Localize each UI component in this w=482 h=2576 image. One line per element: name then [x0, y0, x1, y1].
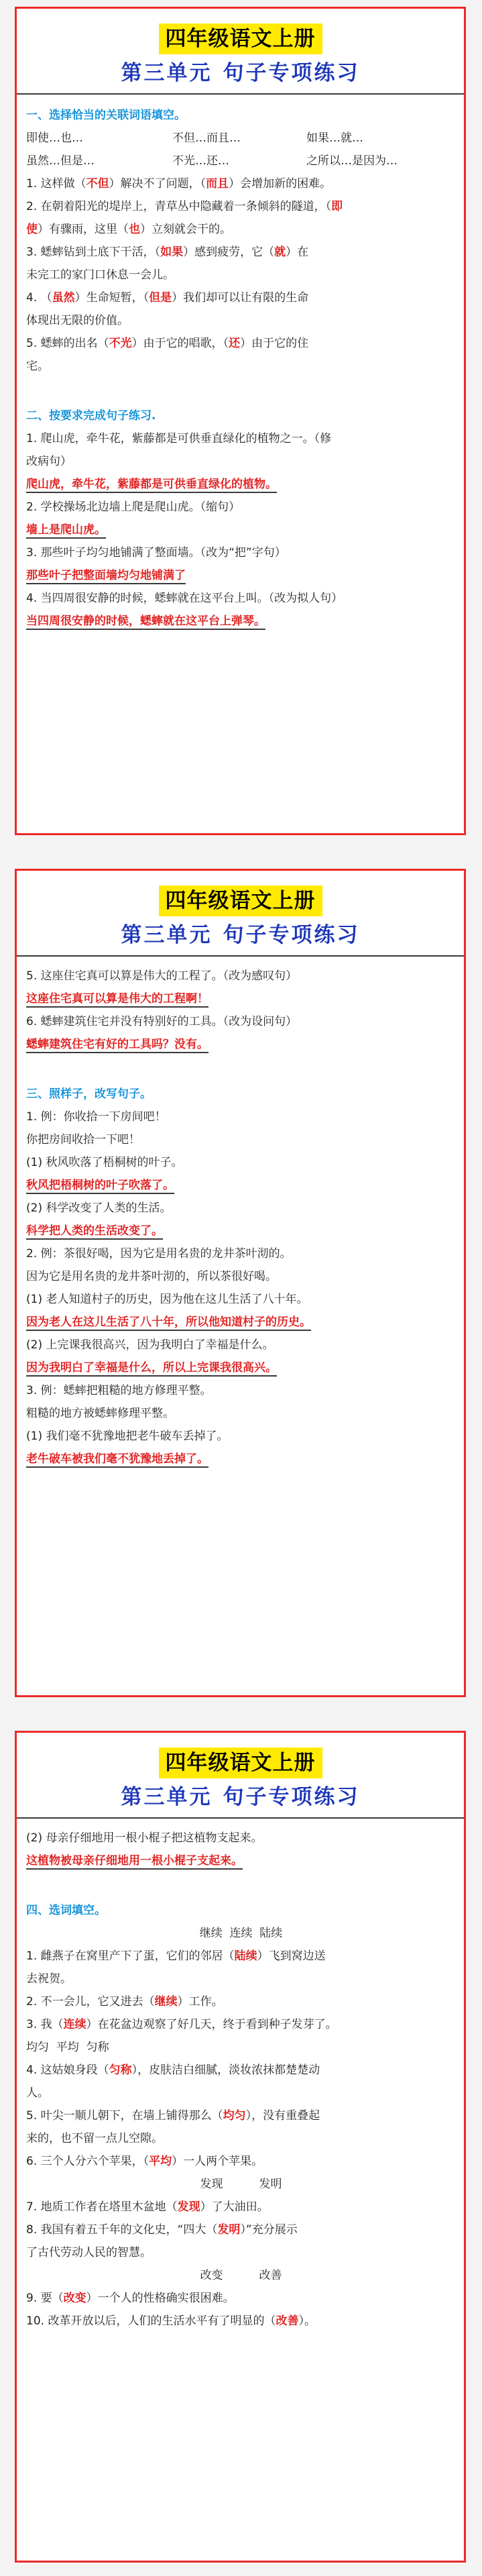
conjunction-option: 即使…也… [26, 131, 83, 145]
answer: 不但 [86, 177, 109, 191]
answer-line: 因为老人在这儿生活了八十年，所以他知道村子的历史。 [26, 1311, 456, 1334]
page-title: 四年级语文上册 [159, 885, 322, 916]
question: 7. 地质工作者在塔里木盆地（发现）了大油田。 [26, 2200, 269, 2214]
answer: 均匀 [223, 2109, 246, 2123]
question-continued: 了古代劳动人民的智慧。 [26, 2246, 152, 2259]
question: 4. 当四周很安静的时候，蟋蟀就在这平台上叫。（改为拟人句） [26, 592, 343, 605]
question: 1. 这样做（不但）解决不了问题，（而且）会增加新的困难。 [26, 177, 332, 191]
answer: 继续 [154, 1995, 178, 2008]
topic-label: 句子专项练习 [223, 923, 360, 947]
worksheet-page-2 [15, 869, 466, 1697]
answer: 就 [274, 246, 286, 259]
section-heading: 一、选择恰当的关联词语填空。 [26, 109, 186, 122]
word-options: 改变 改善 [200, 2269, 282, 2282]
page-subtitle [17, 60, 464, 87]
question: 6. 蟋蟀建筑住宅并没有特别好的工具。（改为设问句） [26, 1015, 298, 1028]
answer-line: 科学把人类的生活改变了。 [26, 1220, 456, 1242]
question-continued: 来的，也不留一点儿空隙。 [26, 2132, 163, 2145]
question-continued: 体现出无限的价值。 [26, 314, 129, 327]
question-continued: 宅。 [26, 360, 49, 373]
question: 2. 在朝着阳光的堤岸上，青草丛中隐藏着一条倾斜的隧道，（即 [26, 200, 343, 213]
unit-label: 第三单元 [121, 61, 213, 85]
conjunction-option: 不光…还… [172, 154, 229, 168]
answer: 也 [129, 223, 140, 236]
answer: 不光 [109, 337, 132, 350]
worksheet-page-1 [15, 7, 466, 835]
answer-line: 蟋蟀建筑住宅有好的工具吗？没有。 [26, 1033, 456, 1056]
answer-line: 这座住宅真可以算是伟大的工程啊！ [26, 987, 456, 1010]
page-header [17, 1733, 464, 1811]
page-title: 四年级语文上册 [159, 1748, 322, 1778]
page-subtitle [17, 922, 464, 949]
question: 9. 要（改变）一个人的性格确实很困难。 [26, 2292, 235, 2305]
conjunction-option: 不但…而且… [172, 131, 241, 145]
worksheet-page-3 [15, 1731, 466, 2563]
question: 4. （虽然）生命短暂，（但是）我们却可以让有限的生命 [26, 291, 309, 305]
example: 1. 例：你收拾一下房间吧！ [26, 1110, 166, 1124]
question-continued: 人。 [26, 2086, 49, 2100]
unit-label: 第三单元 [121, 1785, 213, 1809]
example: 粗糙的地方被蟋蟀修理平整。 [26, 1407, 174, 1420]
answer: 改善 [276, 2314, 299, 2328]
example: 因为它是用名贵的龙井茶叶沏的，所以茶很好喝。 [26, 1270, 277, 1283]
question: (1) 秋风吹落了梧桐树的叶子。 [26, 1156, 183, 1169]
page-header [17, 9, 464, 87]
answer: 连续 [63, 2018, 86, 2031]
answer-line: 爬山虎，牵牛花，紫藤都是可供垂直绿化的植物。 [26, 473, 456, 496]
answer-line: 因为我明白了幸福是什么，所以上完课我很高兴。 [26, 1356, 456, 1379]
question: 3. 我（连续）在花盆边观察了好几天，终于看到种子发芽了。 [26, 2018, 337, 2031]
answer: 发现 [177, 2200, 200, 2214]
answer: 发明 [217, 2223, 241, 2237]
question: 6. 三个人分六个苹果，（平均）一人两个苹果。 [26, 2155, 263, 2168]
page-subtitle [17, 1784, 464, 1811]
example: 2. 例：茶很好喝，因为它是用名贵的龙井茶叶沏的。 [26, 1247, 292, 1260]
question-continued: 未完工的家门口休息一会儿。 [26, 268, 174, 282]
question: 5. 这座住宅真可以算是伟大的工程了。（改为感叹句） [26, 969, 298, 983]
question: 3. 那些叶子均匀地铺满了整面墙。（改为“把”字句） [26, 546, 286, 559]
question: 4. 这姑娘身段（匀称），皮肤洁白细腻，淡妆浓抹都楚楚动 [26, 2063, 320, 2077]
answer-line: 墙上是爬山虎。 [26, 519, 456, 541]
question-continued: 去祝贺。 [26, 1972, 72, 1986]
topic-label: 句子专项练习 [223, 1785, 360, 1809]
conjunction-row [26, 127, 456, 150]
section-heading: 二、按要求完成句子练习. [26, 409, 156, 423]
topic-label: 句子专项练习 [223, 61, 360, 85]
answer: 改变 [63, 2292, 86, 2305]
answer: 使 [26, 223, 38, 236]
word-options: 均匀 平均 匀称 [26, 2041, 109, 2054]
answer: 还 [229, 337, 241, 350]
word-options: 发现 发明 [200, 2178, 282, 2191]
answer-line: 老牛破车被我们毫不犹豫地丢掉了。 [26, 1448, 456, 1470]
conjunction-option: 虽然…但是… [26, 154, 95, 168]
section-heading: 四、选词填空。 [26, 1904, 106, 1917]
question: 2. 学校操场北边墙上爬是爬山虎。（缩句） [26, 500, 241, 514]
question: (1) 我们毫不犹豫地把老牛破车丢掉了。 [26, 1430, 229, 1443]
question: (2) 上完课我很高兴，因为我明白了幸福是什么。 [26, 1338, 274, 1352]
answer: 但是 [149, 291, 172, 305]
answer: 即 [331, 200, 343, 213]
question-continued: 改病句） [26, 455, 72, 468]
question: 1. 雌燕子在窝里产下了蛋，它们的邻居（陆续）飞到窝边送 [26, 1949, 326, 1963]
question: (2) 科学改变了人类的生活。 [26, 1201, 172, 1215]
answer-line: 当四周很安静的时候，蟋蟀就在这平台上弹琴。 [26, 610, 456, 633]
question: 8. 我国有着五千年的文化史，“四大（发明）”充分展示 [26, 2223, 298, 2237]
question: 10. 改革开放以后，人们的生活水平有了明显的（改善）。 [26, 2314, 316, 2328]
answer: 平均 [149, 2155, 172, 2168]
page-header [17, 871, 464, 949]
answer-line: 秋风把梧桐树的叶子吹落了。 [26, 1174, 456, 1197]
example: 你把房间收拾一下吧！ [26, 1133, 140, 1146]
example: 3. 例：蟋蟀把粗糙的地方修理平整。 [26, 1384, 212, 1397]
question: 5. 蟋蟀的出名（不光）由于它的唱歌，（还）由于它的住 [26, 337, 309, 350]
question-continued: 使）有骤雨，这里（也）立刻就会干的。 [26, 223, 231, 236]
question: 5. 叶尖一顺儿朝下，在墙上铺得那么（均匀），没有重叠起 [26, 2109, 320, 2123]
question: 1. 爬山虎，牵牛花，紫藤都是可供垂直绿化的植物之一。（修 [26, 432, 332, 445]
question: (1) 老人知道村子的历史，因为他在这儿生活了八十年。 [26, 1293, 308, 1306]
question: 2. 不一会儿，它又进去（继续）工作。 [26, 1995, 223, 2008]
section-heading: 三、照样子，改写句子。 [26, 1087, 152, 1101]
answer: 如果 [160, 246, 184, 259]
answer-line: 那些叶子把整面墙均匀地铺满了 [26, 564, 456, 587]
question: (2) 母亲仔细地用一根小棍子把这植物支起来。 [26, 1831, 263, 1845]
question: 3. 蟋蟀钻到土底下干活，（如果）感到疲劳，它（就）在 [26, 246, 309, 259]
conjunction-option: 之所以…是因为… [306, 154, 398, 168]
answer-line: 这植物被母亲仔细地用一根小棍子支起来。 [26, 1849, 456, 1872]
word-options: 继续 连续 陆续 [199, 1927, 283, 1940]
conjunction-option: 如果…就… [306, 131, 363, 145]
answer: 虽然 [52, 291, 75, 305]
unit-label: 第三单元 [121, 923, 213, 947]
conjunction-row [26, 150, 456, 172]
answer: 匀称 [109, 2063, 132, 2077]
page-title: 四年级语文上册 [159, 23, 322, 54]
answer: 而且 [206, 177, 229, 191]
answer: 陆续 [234, 1949, 257, 1963]
